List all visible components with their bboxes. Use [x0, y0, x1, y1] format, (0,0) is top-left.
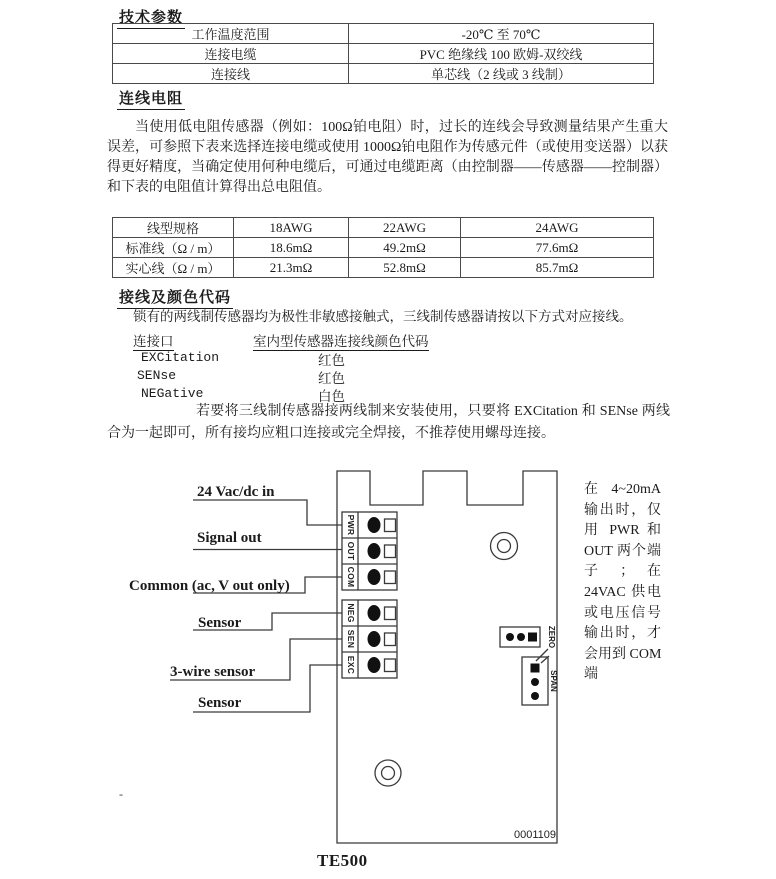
- wire-label-sensor-2: Sensor: [198, 695, 242, 711]
- terminal-screw: [368, 657, 381, 673]
- wire-label-signal-out: Signal out: [197, 530, 262, 546]
- side-note-line: 用 PWR 和: [584, 523, 661, 539]
- stray-mark: -: [119, 787, 123, 801]
- terminal-label-neg: NEG: [345, 603, 356, 623]
- param-value: 单芯线（2 线或 3 线制）: [349, 64, 654, 84]
- section-heading-wiring-colors: 接线及颜色代码: [117, 286, 233, 309]
- terminal-clamps: [385, 519, 396, 672]
- terminal-screw: [368, 543, 381, 559]
- section-heading-wire-resistance: 连线电阻: [117, 87, 185, 110]
- section-heading-tech-params: 技术参数: [117, 6, 185, 29]
- wire-label-sensor-1: Sensor: [198, 615, 242, 631]
- wire-color: 白色: [318, 389, 345, 404]
- column-header: 18AWG: [234, 218, 349, 238]
- port-name: NEGative: [141, 386, 204, 401]
- cell-value: 21.3mΩ: [234, 258, 349, 278]
- wiring-diagram: [100, 458, 570, 850]
- param-label: 连接电缆: [113, 44, 349, 64]
- side-note-line: 输出时，仅: [584, 502, 661, 518]
- two-wire-note-paragraph: 若要将三线制传感器接两线制来安装使用，只要将 EXCitation 和 SENse 两线合为一起即可，所有接均应粗口连接或完全焊接，不推荐使用螺母连接。: [107, 404, 670, 441]
- column-header: 22AWG: [349, 218, 461, 238]
- table-row: [113, 238, 654, 258]
- table-row: [113, 64, 654, 84]
- wiring-colors-intro: 锁有的两线制传感器均为极性非敏感接触式，三线制传感器请按以下方式对应接线。: [133, 309, 633, 324]
- terminal-screw: [368, 569, 381, 585]
- wire-label-3wire-sensor: 3-wire sensor: [170, 664, 256, 680]
- diagram-caption: TE500: [317, 851, 368, 870]
- cell-value: 85.7mΩ: [461, 258, 654, 278]
- span-connector: [522, 657, 548, 705]
- mounting-hole-bottom: [375, 760, 401, 786]
- side-note-line: 子 ； 在: [584, 564, 661, 580]
- terminal-screw: [368, 517, 381, 533]
- side-note-line: 会用到 COM: [584, 646, 662, 662]
- wire-label-common: Common (ac, V out only): [129, 578, 290, 594]
- side-note-line: 端: [584, 667, 598, 683]
- port-name: SENse: [137, 368, 177, 383]
- color-code-code-header: 室内型传感器连接线颜色代码: [253, 334, 429, 349]
- param-label: 连接线: [113, 64, 349, 84]
- param-label: 工作温度范围: [113, 24, 349, 44]
- row-label: 实心线（Ω / m）: [113, 258, 234, 278]
- terminal-label-com: COM: [345, 566, 356, 588]
- terminal-clamp: [385, 633, 396, 646]
- zero-label: ZERO: [546, 625, 556, 649]
- port-name: EXCitation: [141, 350, 220, 365]
- column-header: 24AWG: [461, 218, 654, 238]
- terminal-label-exc: EXC: [345, 655, 356, 675]
- row-label: 标准线（Ω / m）: [113, 238, 234, 258]
- param-value: PVC 绝缘线 100 欧姆-双绞线: [349, 44, 654, 64]
- table-row: [113, 258, 654, 278]
- terminal-clamp: [385, 607, 396, 620]
- table-header-row: [113, 218, 654, 238]
- terminal-screws: [368, 517, 381, 673]
- terminal-screw: [368, 605, 381, 621]
- wire-label-24vac: 24 Vac/dc in: [197, 484, 275, 500]
- terminal-clamp: [385, 519, 396, 532]
- table-row: [113, 24, 654, 44]
- side-note: [584, 480, 661, 686]
- terminal-screw: [368, 631, 381, 647]
- terminal-label-pwr: PWR: [345, 514, 356, 536]
- wire-color: 红色: [318, 353, 345, 368]
- terminal-label-out: OUT: [345, 541, 356, 561]
- tech-params-table: [112, 23, 654, 84]
- wire-color: 红色: [318, 371, 345, 386]
- board-code: 0001109: [514, 829, 557, 841]
- table-row: [113, 44, 654, 64]
- color-code-port-header: 连接口: [133, 334, 174, 349]
- mounting-hole-top: [491, 533, 518, 560]
- side-note-line: 24VAC 供电: [584, 584, 661, 600]
- column-header: 线型规格: [113, 218, 234, 238]
- param-value: -20℃ 至 70℃: [349, 24, 654, 44]
- cell-value: 18.6mΩ: [234, 238, 349, 258]
- span-label: SPAN: [548, 670, 558, 692]
- side-note-line: OUT 两个端: [584, 543, 661, 559]
- side-note-line: 或电压信号: [584, 605, 661, 621]
- side-note-line: 输出时，才: [584, 626, 661, 642]
- cell-value: 49.2mΩ: [349, 238, 461, 258]
- terminal-clamp: [385, 545, 396, 558]
- terminal-label-sen: SEN: [345, 629, 356, 649]
- cell-value: 77.6mΩ: [461, 238, 654, 258]
- wire-resistance-paragraph: 当使用低电阻传感器（例如：100Ω铂电阻）时，过长的连线会导致测量结果产生重大误差，可参照下表来选择连接电缆或使用 1000Ω铂电阻作为传感元件（或使用变送器）以获得更好精度，当确定使用何种电缆后，可通过电缆距离（由控制器——传感器——控制器）和下表的电阻值计算得出总电阻值。: [107, 120, 668, 195]
- terminal-clamp: [385, 659, 396, 672]
- wire-resistance-table: [112, 217, 654, 278]
- cell-value: 52.8mΩ: [349, 258, 461, 278]
- side-note-line: 在 4~20mA: [584, 482, 661, 497]
- wire-pwr: [193, 500, 342, 525]
- terminal-clamp: [385, 571, 396, 584]
- zero-connector: [500, 627, 540, 647]
